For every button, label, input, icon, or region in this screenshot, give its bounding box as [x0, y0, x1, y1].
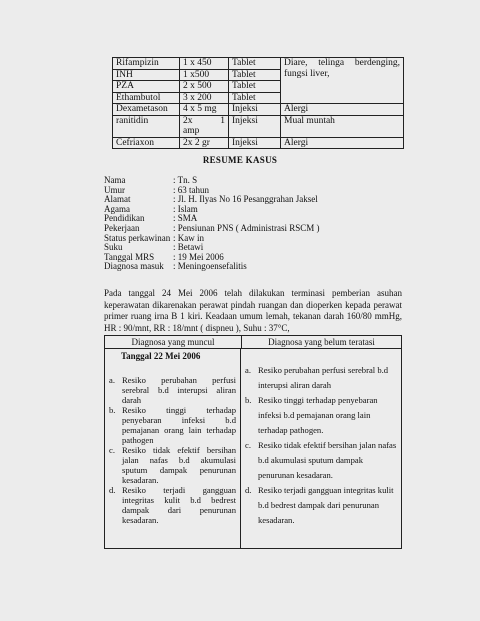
drug-form: Tablet — [229, 92, 281, 104]
section-title: RESUME KASUS — [202, 155, 278, 165]
profile-label: Pendidikan — [104, 213, 145, 224]
list-marker: b. — [109, 405, 116, 415]
drug-form: Tablet — [229, 81, 281, 93]
list-text: Resiko terjadi gangguan integritas kulit b.d bedrest dampak dari penurunan kesadaran. — [122, 485, 236, 525]
profile-row — [104, 176, 320, 186]
drug-dose: 3 x 200 — [180, 92, 229, 104]
list-text: Resiko tidak efektif bersihan jalan nafas b.d akumulasi sputum dampak penurunan kesadaran. — [122, 445, 236, 485]
drug-dose — [180, 115, 229, 137]
dose-part: 2x — [183, 115, 193, 126]
list-text: Resiko tidak efektif bersihan jalan nafas b.d akumulasi sputum dampak penurunan kesadaran. — [258, 440, 397, 480]
profile-value: : Tn. S — [173, 175, 198, 185]
profile-label: Status perkawinan — [104, 232, 171, 243]
list-marker: d. — [245, 485, 252, 495]
header-right: Diagnosa yang belum teratasi — [268, 337, 375, 347]
drug-name: PZA — [113, 81, 180, 93]
drug-dose: 4 x 5 mg — [180, 104, 229, 116]
diagnosis-list-left — [109, 375, 236, 525]
drug-effect: Alergi — [281, 137, 404, 149]
case-narrative: Pada tanggal 24 Mei 2006 telah dilakukan terminasi pemberian asuhan keperawatan dikarenakan perawat pindah ruangan dan dioperken kepada perawat primer ruang irna B 1 kiri. Keadaan umum lemah, tekanan darah 160/80 mmHg, HR : 90/mnt, RR : 18/mnt ( dispneu ), Suhu : 37°C, — [104, 288, 402, 333]
diagnosis-body — [105, 349, 401, 549]
drug-form: Injeksi — [229, 115, 281, 137]
profile-value: : Islam — [173, 203, 198, 214]
drug-table — [112, 57, 404, 149]
list-marker: a. — [109, 375, 115, 385]
list-item — [109, 445, 236, 485]
drug-dose: 1 x500 — [180, 69, 229, 81]
drug-effect: Diare, telinga berdenging, fungsi liver, — [281, 58, 404, 104]
list-marker: d. — [109, 485, 116, 495]
profile-label: Tanggal MRS — [104, 251, 155, 262]
list-marker: a. — [245, 365, 251, 375]
profile-label: Alamat — [104, 194, 131, 205]
list-text: Resiko terjadi gangguan integritas kulit b.d bedrest dampak dari penurunan kesadaran. — [258, 485, 394, 525]
diagnosis-col-right — [241, 349, 401, 549]
profile-value: : Betawi — [173, 242, 204, 253]
patient-profile — [104, 176, 320, 272]
drug-name: Cefriaxon — [113, 137, 180, 149]
profile-row — [104, 262, 320, 272]
list-item — [245, 393, 397, 438]
profile-row — [104, 234, 320, 244]
profile-value: : SMA — [173, 213, 198, 224]
drug-name: ranitidin — [113, 115, 180, 137]
profile-label: Agama — [104, 203, 130, 214]
drug-form: Injeksi — [229, 104, 281, 116]
list-item — [245, 483, 397, 528]
profile-row — [104, 195, 320, 205]
profile-value: : 63 tahun — [173, 184, 209, 195]
list-text: Resiko tinggi terhadap penyebaran infeksi b.d pemajanan orang lain terhadap pathogen. — [258, 395, 378, 435]
profile-value: : Kaw in — [173, 232, 204, 243]
header-left: Diagnosa yang muncul — [105, 336, 242, 348]
drug-name: Dexametason — [113, 104, 180, 116]
profile-label: Nama — [104, 175, 126, 185]
drug-effect: Alergi — [281, 104, 404, 116]
profile-value: : Meningoensefalitis — [173, 261, 247, 272]
drug-name: Ethambutol — [113, 92, 180, 104]
drug-name: INH — [113, 69, 180, 81]
table-row — [113, 137, 404, 149]
list-item — [109, 375, 236, 405]
drug-form: Tablet — [229, 69, 281, 81]
drug-dose: 1 x 450 — [180, 58, 229, 70]
list-item — [245, 438, 397, 483]
profile-label: Suku — [104, 242, 123, 253]
list-marker: c. — [109, 445, 115, 455]
table-row — [113, 115, 404, 137]
diagnosis-list-right — [245, 363, 397, 528]
drug-form: Tablet — [229, 58, 281, 70]
drug-dose: 2x 2 gr — [180, 137, 229, 149]
diagnosis-date: Tanggal 22 Mei 2006 — [121, 351, 201, 361]
list-text: Resiko tinggi terhadap penyebaran infeksi b.d pemajanan orang lain terhadap pathogen — [122, 405, 236, 445]
list-item — [109, 485, 236, 525]
diagnosis-header — [105, 336, 401, 349]
profile-label: Pekerjaan — [104, 222, 140, 233]
dose-part: amp — [183, 126, 200, 136]
table-row — [113, 104, 404, 116]
table-row — [113, 58, 404, 70]
profile-value: : Pensiunan PNS ( Administrasi RSCM ) — [173, 222, 320, 233]
profile-value: : Jl. H. Ilyas No 16 Pesanggrahan Jaksel — [173, 194, 318, 205]
list-marker: b. — [245, 395, 252, 405]
list-item — [109, 405, 236, 445]
profile-value: : 19 Mei 2006 — [173, 251, 224, 262]
list-marker: c. — [245, 440, 251, 450]
list-text: Resiko perubahan perfusi serebral b.d interupsi aliran darah — [122, 375, 236, 405]
list-item — [245, 363, 397, 393]
drug-dose: 2 x 500 — [180, 81, 229, 93]
drug-form: Injeksi — [229, 137, 281, 149]
list-text: Resiko perubahan perfusi serebral b.d interupsi aliran darah — [258, 365, 389, 390]
profile-label: Umur — [104, 184, 125, 195]
profile-label: Diagnosa masuk — [104, 261, 164, 272]
dose-part: 1 — [220, 115, 225, 126]
diagnosis-table — [104, 335, 402, 549]
diagnosis-col-left — [105, 349, 241, 549]
drug-name: Rifampizin — [113, 58, 180, 70]
drug-effect: Mual muntah — [281, 115, 404, 137]
